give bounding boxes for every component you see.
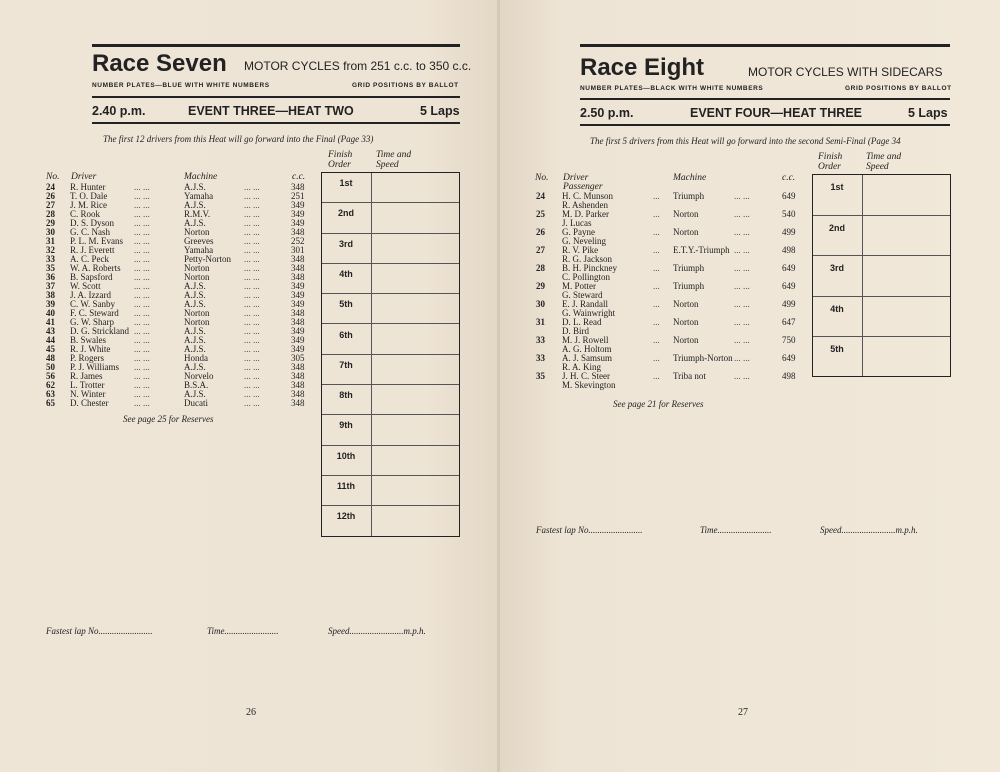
time-and-label: Time and — [866, 152, 902, 162]
entry-dots: ... ... — [244, 182, 260, 192]
finish-position-label: 12th — [336, 511, 356, 522]
entry-machine: Norton — [673, 317, 699, 327]
race-subtitle: MOTOR CYCLES WITH SIDECARS — [748, 65, 943, 79]
entry-dots: ... ... — [244, 272, 260, 282]
entry-cc: 348 — [291, 254, 305, 264]
entry-dots: ... ... — [734, 191, 750, 201]
entry-cc: 349 — [291, 326, 305, 336]
race-title: Race Eight — [580, 54, 705, 81]
entry-cc: 348 — [291, 371, 305, 381]
entry-dots: ... ... — [134, 299, 150, 309]
finish-position-label: 3rd — [338, 238, 353, 249]
entry-no: 31 — [46, 236, 55, 246]
entry-dots: ... — [653, 227, 660, 237]
top-rule — [92, 44, 460, 47]
entry-driver: T. O. Dale — [70, 191, 108, 201]
race-title: Race Seven — [92, 50, 227, 77]
col-driver: Driver — [71, 172, 97, 182]
entry-cc: 348 — [291, 272, 305, 282]
entry-no: 43 — [46, 326, 55, 336]
entry-dots: ... ... — [244, 362, 260, 372]
entry-no: 29 — [536, 281, 545, 291]
entry-dots: ... ... — [134, 236, 150, 246]
entry-dots: ... — [653, 263, 660, 273]
entry-cc: 540 — [782, 209, 796, 219]
finish-position-label: 6th — [339, 329, 353, 340]
entry-machine: Triumph — [673, 263, 705, 273]
entry-dots: ... ... — [244, 299, 260, 309]
entry-machine: A.J.S. — [184, 299, 206, 309]
entry-passenger: R. G. Jackson — [562, 254, 612, 264]
entry-passenger: M. Skevington — [562, 380, 616, 390]
entry-passenger: G. Wainwright — [562, 308, 616, 318]
race-time: 2.50 p.m. — [580, 106, 634, 120]
entry-passenger: C. Pollington — [562, 272, 611, 282]
entry-cc: 498 — [782, 245, 796, 255]
entry-no: 30 — [536, 299, 545, 309]
entry-machine: Yamaha — [184, 245, 214, 255]
entry-machine: Norton — [673, 299, 699, 309]
entry-no: 63 — [46, 389, 55, 399]
entry-driver: L. Trotter — [70, 380, 105, 390]
entry-dots: ... ... — [244, 344, 260, 354]
entry-dots: ... ... — [244, 218, 260, 228]
entry-driver: R. J. White — [70, 344, 111, 354]
time-label: Time........................ — [700, 525, 772, 535]
entry-dots: ... ... — [244, 236, 260, 246]
entry-driver: G. W. Sharp — [70, 317, 115, 327]
laps: 5 Laps — [420, 104, 460, 118]
entry-machine: Norton — [184, 263, 210, 273]
entry-cc: 305 — [291, 353, 305, 363]
entry-no: 65 — [46, 398, 55, 408]
grid-positions-note: GRID POSITIONS BY BALLOT — [352, 82, 459, 89]
time-speed-header — [376, 150, 411, 170]
entry-cc: 647 — [782, 317, 796, 327]
fastest-lap-label: Fastest lap No........................ — [46, 626, 153, 636]
entry-dots: ... ... — [734, 263, 750, 273]
entry-cc: 348 — [291, 317, 305, 327]
finish-label: Finish — [328, 150, 353, 160]
entry-dots: ... ... — [734, 353, 750, 363]
entry-dots: ... ... — [244, 191, 260, 201]
entry-driver: W. Scott — [70, 281, 101, 291]
entry-no: 24 — [536, 191, 545, 201]
entry-cc: 348 — [291, 389, 305, 399]
entry-passenger: A. G. Holtom — [562, 344, 612, 354]
entry-no: 30 — [46, 227, 55, 237]
entry-machine: Norton — [673, 209, 699, 219]
speed-label: Speed........................m.p.h. — [820, 525, 918, 535]
entry-dots: ... ... — [244, 371, 260, 381]
entry-cc: 252 — [291, 236, 305, 246]
page-number: 26 — [246, 707, 256, 718]
order-label: Order — [818, 162, 841, 172]
entry-driver: F. C. Steward — [70, 308, 119, 318]
entry-dots: ... ... — [244, 263, 260, 273]
entry-dots: ... ... — [134, 209, 150, 219]
entry-driver: C. W. Sanby — [70, 299, 116, 309]
entry-dots: ... ... — [244, 290, 260, 300]
entry-dots: ... ... — [244, 398, 260, 408]
entry-machine: R.M.V. — [184, 209, 211, 219]
entry-cc: 348 — [291, 182, 305, 192]
finish-position-label: 3rd — [829, 263, 844, 273]
event-name: EVENT FOUR—HEAT THREE — [690, 106, 862, 120]
entry-driver: W. A. Roberts — [70, 263, 121, 273]
entry-machine: Triba not — [673, 371, 706, 381]
entry-machine: Norton — [184, 317, 210, 327]
entry-cc: 649 — [782, 353, 796, 363]
entry-driver: E. J. Randall — [562, 299, 608, 309]
entry-cc: 649 — [782, 281, 796, 291]
entry-driver: B. H. Pinckney — [562, 263, 617, 273]
entry-cc: 349 — [291, 209, 305, 219]
entry-cc: 349 — [291, 290, 305, 300]
entry-dots: ... ... — [134, 335, 150, 345]
entry-dots: ... ... — [244, 245, 260, 255]
entry-dots: ... ... — [244, 209, 260, 219]
entry-no: 26 — [46, 191, 55, 201]
entry-driver: P. Rogers — [70, 353, 105, 363]
entry-dots: ... ... — [134, 317, 150, 327]
entry-dots: ... ... — [244, 326, 260, 336]
finish-position-label: 10th — [336, 450, 356, 461]
entry-passenger: G. Steward — [562, 290, 603, 300]
entry-driver: M. Potter — [562, 281, 597, 291]
finish-order-header — [818, 152, 842, 172]
entry-driver: J. A. Izzard — [70, 290, 111, 300]
entry-no: 29 — [46, 218, 55, 228]
entry-no: 28 — [536, 263, 545, 273]
entry-dots: ... ... — [244, 200, 260, 210]
event-rule-bottom — [580, 124, 950, 126]
entry-driver: B. Swales — [70, 335, 106, 345]
entry-no: 41 — [46, 317, 55, 327]
entry-cc: 348 — [291, 263, 305, 273]
entry-dots: ... ... — [734, 299, 750, 309]
page-number: 27 — [738, 707, 748, 718]
entry-driver: J. H. C. Steer — [562, 371, 610, 381]
number-plates-note: NUMBER PLATES—BLACK WITH WHITE NUMBERS — [580, 85, 764, 92]
entry-no: 50 — [46, 362, 55, 372]
entry-machine: A.J.S. — [184, 290, 206, 300]
entry-machine: Triumph-Norton — [673, 353, 733, 363]
entry-dots: ... — [653, 245, 660, 255]
speed-label: Speed........................m.p.h. — [328, 626, 426, 636]
entry-no: 35 — [46, 263, 55, 273]
race-subtitle: MOTOR CYCLES from 251 c.c. to 350 c.c. — [244, 59, 472, 73]
entry-no: 25 — [536, 209, 545, 219]
entry-driver: J. M. Rice — [70, 200, 107, 210]
entry-machine: A.J.S. — [184, 326, 206, 336]
entry-dots: ... ... — [134, 272, 150, 282]
entry-machine: Triumph — [673, 191, 705, 201]
entry-no: 45 — [46, 344, 55, 354]
entry-no: 27 — [46, 200, 55, 210]
entry-passenger: R. Ashenden — [562, 200, 608, 210]
entry-dots: ... ... — [734, 281, 750, 291]
entry-machine: Honda — [184, 353, 208, 363]
entry-driver: B. Sapsford — [70, 272, 113, 282]
finish-position-label: 2nd — [828, 222, 845, 233]
entry-dots: ... ... — [734, 335, 750, 345]
entry-dots: ... ... — [734, 227, 750, 237]
entry-driver: P. J. Williams — [70, 362, 119, 372]
grid-positions-note: GRID POSITIONS BY BALLOT — [845, 85, 952, 92]
fastest-lap-label: Fastest lap No........................ — [536, 525, 643, 535]
entry-no: 40 — [46, 308, 55, 318]
col-no: No. — [535, 173, 549, 183]
entry-dots: ... ... — [134, 191, 150, 201]
entry-cc: 349 — [291, 200, 305, 210]
entry-dots: ... ... — [734, 371, 750, 381]
finish-position-label: 11th — [336, 481, 355, 491]
event-name: EVENT THREE—HEAT TWO — [188, 104, 354, 118]
col-no: No. — [46, 172, 60, 182]
entry-machine: A.J.S. — [184, 389, 206, 399]
entry-passenger: D. Bird — [562, 326, 589, 336]
entry-dots: ... ... — [134, 353, 150, 363]
col-machine: Machine — [184, 172, 218, 182]
entry-no: 27 — [536, 245, 545, 255]
col-driver: Driver — [563, 173, 589, 183]
entry-dots: ... ... — [244, 254, 260, 264]
entry-dots: ... — [653, 209, 660, 219]
qualification-note: The first 5 drivers from this Heat will go forward into the second Semi-Final (Page 34 — [590, 136, 901, 146]
entry-dots: ... — [653, 335, 660, 345]
entry-cc: 348 — [291, 380, 305, 390]
entry-machine: Norvelo — [184, 371, 214, 381]
entry-dots: ... ... — [134, 380, 150, 390]
finish-position-label: 4th — [339, 268, 353, 279]
entry-passenger: R. A. King — [562, 362, 602, 372]
entry-dots: ... ... — [134, 200, 150, 210]
entry-machine: A.J.S. — [184, 182, 206, 192]
entry-dots: ... ... — [134, 218, 150, 228]
entry-dots: ... ... — [244, 317, 260, 327]
top-rule — [580, 44, 950, 47]
entry-dots: ... — [653, 353, 660, 363]
entry-driver: R. Hunter — [70, 182, 106, 192]
entry-no: 33 — [536, 353, 545, 363]
entry-dots: ... ... — [244, 380, 260, 390]
entry-cc: 349 — [291, 344, 305, 354]
entry-cc: 348 — [291, 308, 305, 318]
event-rule-top — [580, 98, 950, 100]
entry-no: 44 — [46, 335, 55, 345]
entry-no: 26 — [536, 227, 545, 237]
entry-driver: D. S. Dyson — [70, 218, 115, 228]
entry-no: 62 — [46, 380, 55, 390]
entry-machine: Norton — [184, 308, 210, 318]
entry-cc: 649 — [782, 263, 796, 273]
entry-no: 24 — [46, 182, 55, 192]
entry-dots: ... ... — [244, 353, 260, 363]
entry-machine: Petty-Norton — [184, 254, 231, 264]
finish-position-label: 9th — [339, 420, 353, 431]
entry-dots: ... ... — [134, 263, 150, 273]
time-and-label: Time and — [376, 150, 412, 160]
entry-cc: 750 — [782, 335, 796, 345]
entry-no: 56 — [46, 371, 55, 381]
laps: 5 Laps — [908, 106, 948, 120]
entry-machine: Norton — [673, 227, 699, 237]
time-speed-header — [866, 152, 901, 172]
entry-driver: C. Rook — [70, 209, 101, 219]
entry-cc: 349 — [291, 281, 305, 291]
entry-dots: ... ... — [134, 344, 150, 354]
finish-position-label: 7th — [339, 359, 353, 370]
col-passenger: Passenger — [563, 182, 603, 192]
event-rule-bottom — [92, 122, 460, 124]
entry-machine: Yamaha — [184, 191, 214, 201]
finish-position-label: 5th — [830, 344, 844, 354]
entry-driver: M. J. Rowell — [562, 335, 609, 345]
entry-dots: ... ... — [734, 209, 750, 219]
entry-driver: A. J. Samsum — [562, 353, 613, 363]
entry-dots: ... ... — [244, 308, 260, 318]
race-time: 2.40 p.m. — [92, 104, 146, 118]
speed-label: Speed — [866, 162, 889, 172]
entry-machine: Triumph — [673, 281, 705, 291]
entry-dots: ... ... — [134, 398, 150, 408]
entry-machine: Ducati — [184, 398, 208, 408]
entry-machine: E.T.Y.-Triumph — [673, 245, 730, 255]
entry-no: 36 — [46, 272, 55, 282]
entry-dots: ... — [653, 281, 660, 291]
entry-dots: ... ... — [134, 281, 150, 291]
entry-dots: ... ... — [134, 362, 150, 372]
entry-machine: Norton — [184, 272, 210, 282]
entry-dots: ... ... — [134, 290, 150, 300]
entry-dots: ... — [653, 191, 660, 201]
entry-dots: ... ... — [244, 227, 260, 237]
entry-machine: A.J.S. — [184, 281, 206, 291]
entry-cc: 251 — [291, 191, 305, 201]
entry-dots: ... ... — [244, 335, 260, 345]
entry-cc: 649 — [782, 191, 796, 201]
event-rule-top — [92, 96, 460, 98]
entry-dots: ... ... — [734, 245, 750, 255]
entry-dots: ... ... — [244, 281, 260, 291]
right-page — [500, 0, 1000, 772]
entry-dots: ... ... — [134, 308, 150, 318]
finish-position-label: 1st — [339, 178, 353, 188]
entry-passenger: G. Neveling — [562, 236, 606, 246]
order-label: Order — [328, 160, 351, 170]
entry-no: 38 — [46, 290, 55, 300]
entry-no: 48 — [46, 353, 55, 363]
entry-no: 31 — [536, 317, 545, 327]
entry-driver: D. G. Strickland — [70, 326, 129, 336]
entry-no: 37 — [46, 281, 55, 291]
entry-machine: Norton — [673, 335, 699, 345]
entry-dots: ... — [653, 371, 660, 381]
entry-dots: ... ... — [134, 227, 150, 237]
entry-cc: 348 — [291, 398, 305, 408]
entry-dots: ... — [653, 299, 660, 309]
entry-passenger: J. Lucas — [562, 218, 592, 228]
entry-dots: ... ... — [244, 389, 260, 399]
entry-no: 32 — [46, 245, 55, 255]
entry-driver: G. C. Nash — [70, 227, 110, 237]
entry-dots: ... — [653, 317, 660, 327]
finish-position-label: 5th — [339, 299, 353, 310]
entry-dots: ... ... — [134, 389, 150, 399]
entry-driver: G. Payne — [562, 227, 595, 237]
entry-driver: R. V. Pike — [562, 245, 599, 255]
finish-position-label: 8th — [339, 390, 353, 401]
entry-machine: A.J.S. — [184, 218, 206, 228]
entry-no: 35 — [536, 371, 545, 381]
entry-machine: A.J.S. — [184, 344, 206, 354]
entry-machine: B.S.A. — [184, 380, 209, 390]
entry-no: 39 — [46, 299, 55, 309]
speed-label: Speed — [376, 160, 399, 170]
entry-dots: ... ... — [134, 254, 150, 264]
finish-position-label: 2nd — [337, 208, 354, 219]
finish-position-label: 4th — [830, 303, 844, 314]
entry-dots: ... ... — [134, 245, 150, 255]
entry-cc: 499 — [782, 227, 796, 237]
entry-machine: A.J.S. — [184, 335, 206, 345]
entry-no: 33 — [536, 335, 545, 345]
reserves-note: See page 25 for Reserves — [123, 414, 214, 424]
qualification-note: The first 12 drivers from this Heat will go forward into the Final (Page 33) — [103, 134, 374, 144]
entry-cc: 349 — [291, 335, 305, 345]
entry-driver: A. C. Peck — [70, 254, 109, 264]
col-machine: Machine — [673, 173, 707, 183]
entry-dots: ... ... — [734, 317, 750, 327]
entry-cc: 349 — [291, 299, 305, 309]
col-cc: c.c. — [782, 173, 796, 183]
entry-driver: D. L. Read — [562, 317, 602, 327]
col-cc: c.c. — [292, 172, 306, 182]
entry-driver: H. C. Munson — [562, 191, 614, 201]
finish-position-label: 1st — [830, 182, 844, 192]
number-plates-note: NUMBER PLATES—BLUE WITH WHITE NUMBERS — [92, 82, 270, 89]
entry-driver: D. Chester — [70, 398, 109, 408]
entry-machine: A.J.S. — [184, 362, 206, 372]
finish-label: Finish — [818, 152, 843, 162]
entry-driver: R. J. Everett — [70, 245, 115, 255]
entry-no: 28 — [46, 209, 55, 219]
entry-dots: ... ... — [134, 371, 150, 381]
entry-driver: M. D. Parker — [562, 209, 609, 219]
entry-driver: R. James — [70, 371, 103, 381]
reserves-note: See page 21 for Reserves — [613, 399, 704, 409]
entry-cc: 348 — [291, 227, 305, 237]
entry-cc: 499 — [782, 299, 796, 309]
entry-cc: 348 — [291, 362, 305, 372]
entry-machine: A.J.S. — [184, 200, 206, 210]
entry-machine: Greeves — [184, 236, 214, 246]
entry-dots: ... ... — [134, 182, 150, 192]
finish-order-header — [328, 150, 352, 170]
time-label: Time........................ — [207, 626, 279, 636]
entry-machine: Norton — [184, 227, 210, 237]
entry-cc: 498 — [782, 371, 796, 381]
entry-driver: N. Winter — [70, 389, 106, 399]
entry-cc: 349 — [291, 218, 305, 228]
entry-cc: 301 — [291, 245, 305, 255]
entry-dots: ... ... — [134, 326, 150, 336]
entry-driver: P. L. M. Evans — [70, 236, 124, 246]
entry-no: 33 — [46, 254, 55, 264]
